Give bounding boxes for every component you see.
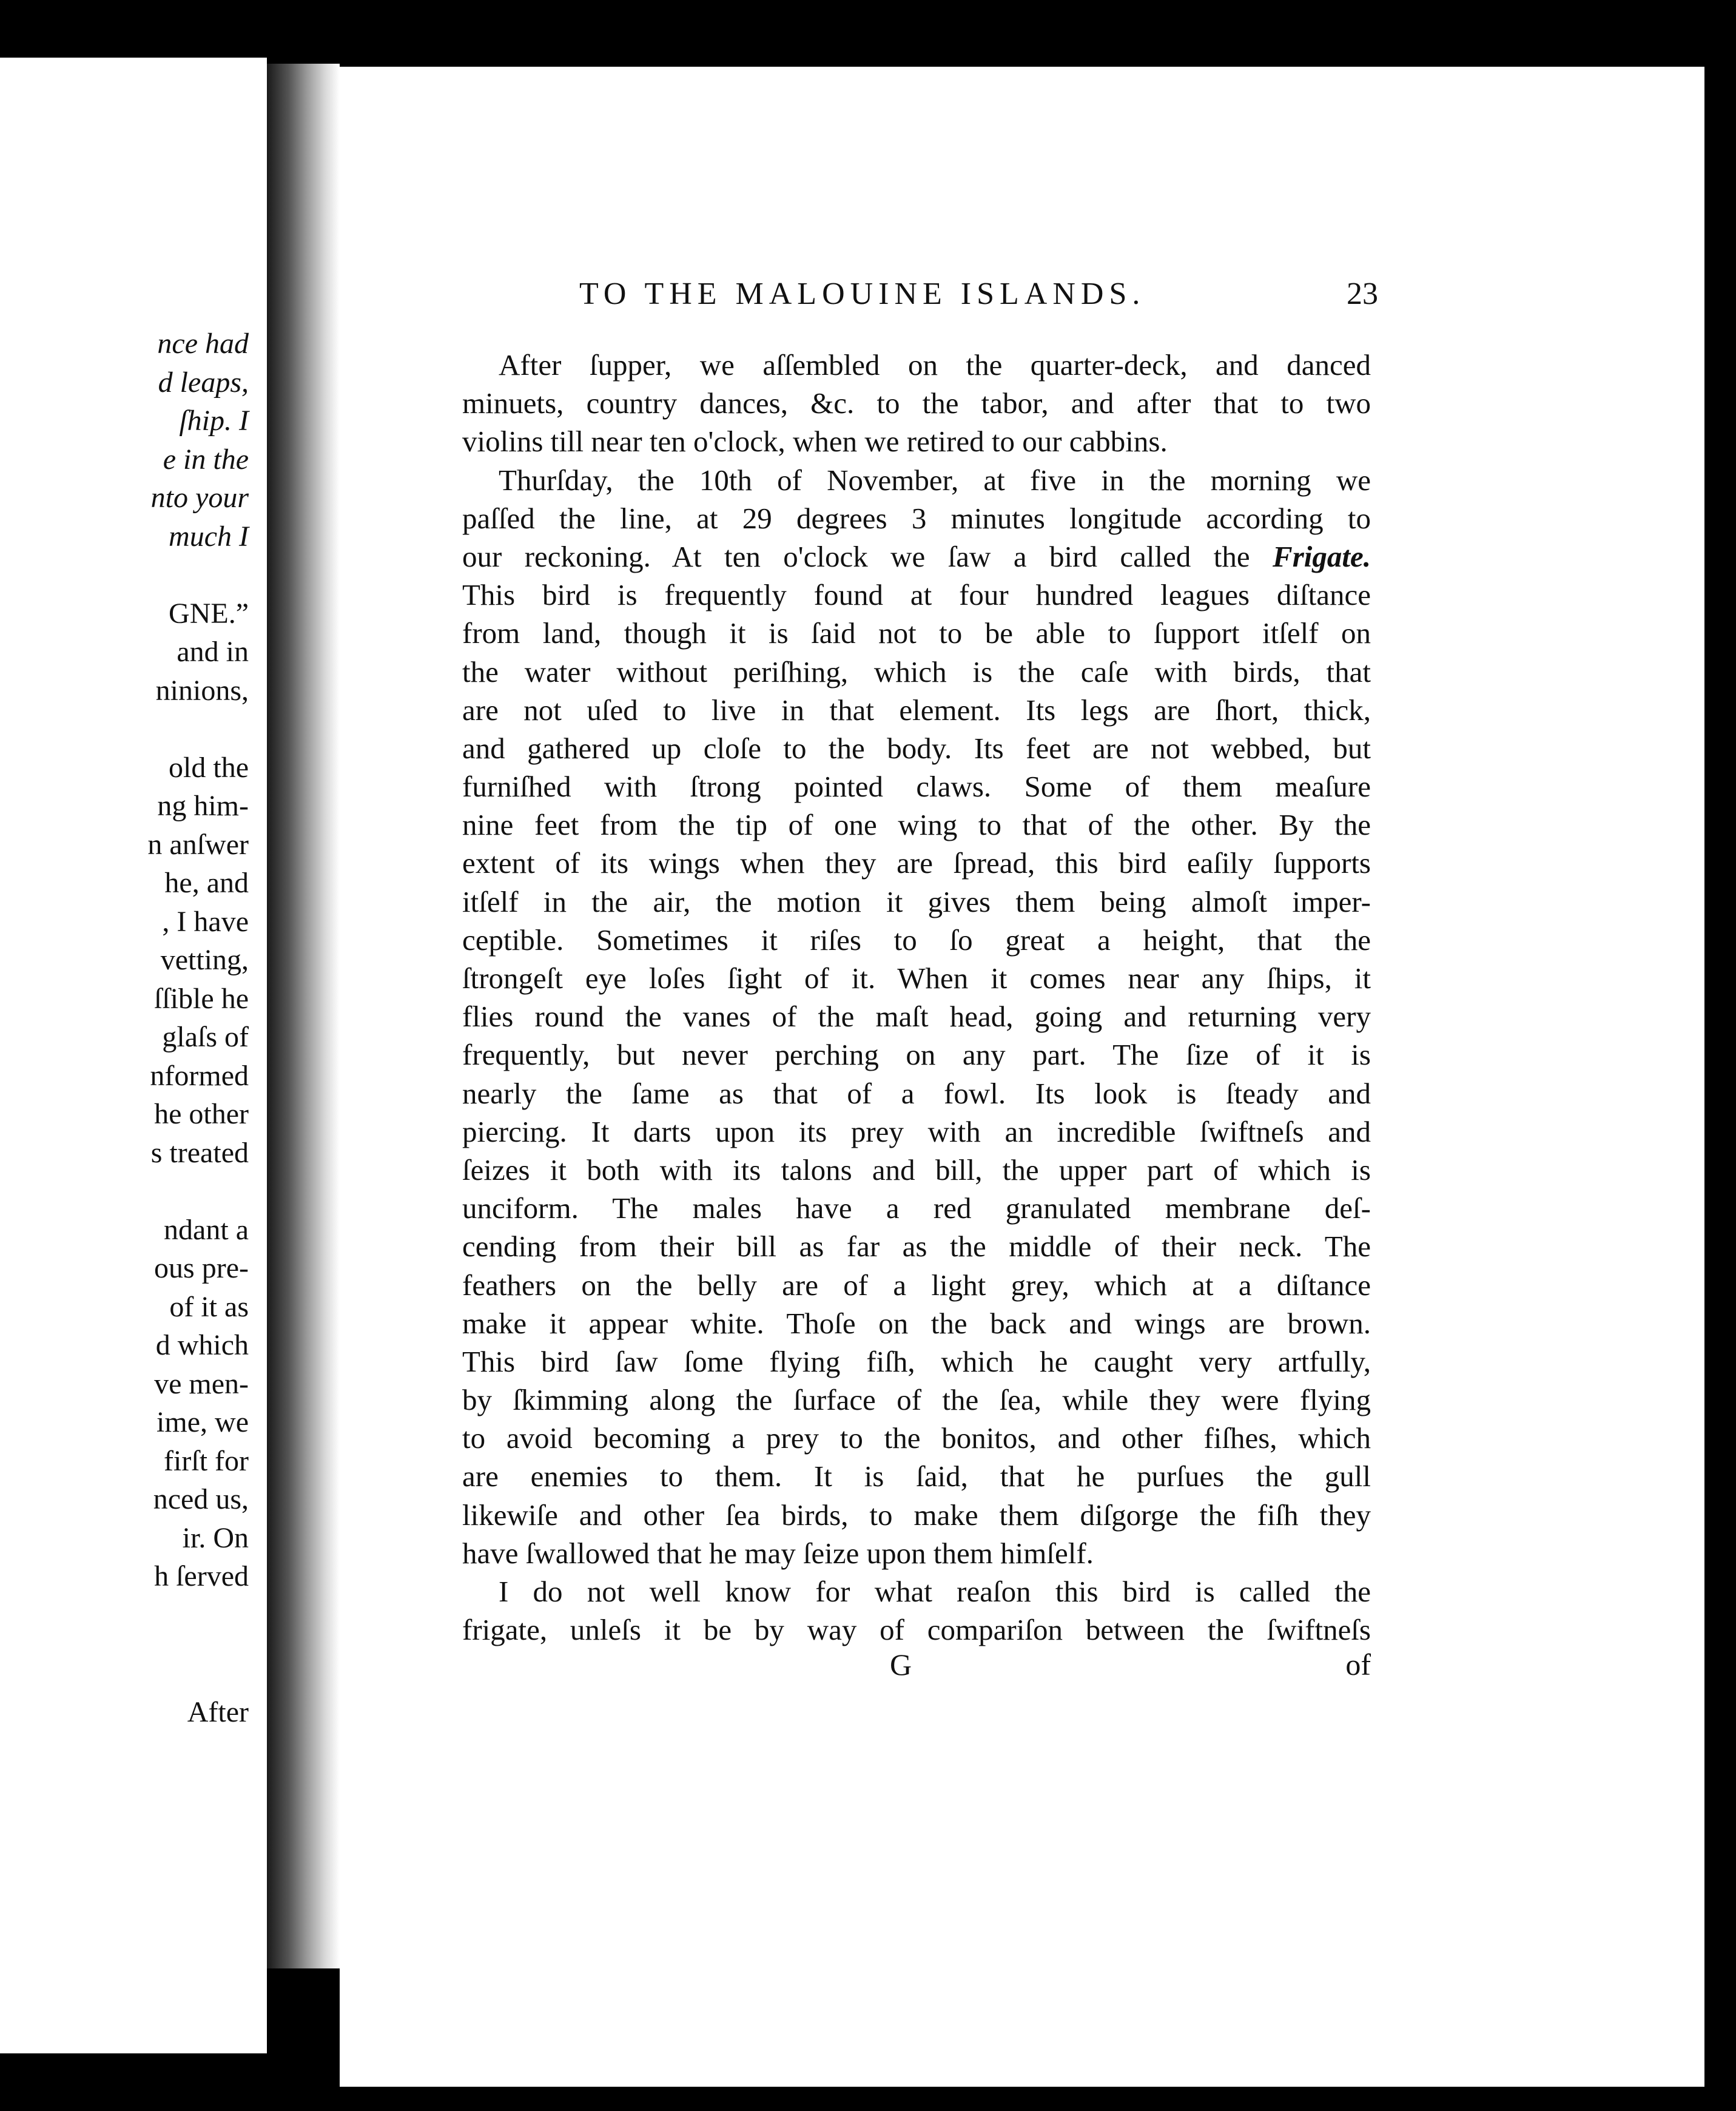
left-page-line (0, 1172, 249, 1211)
text-line (462, 653, 1371, 691)
line-text: After ſupper, we aſſembled on the quarter-deck, and danced (499, 348, 1371, 382)
line-text: unciform. The males have a red granulated membrane deſ- (462, 1191, 1371, 1225)
text-line (462, 1611, 1371, 1649)
italic-term: Frigate. (1273, 539, 1371, 573)
line-text: flies round the vanes of the maſt head, going and returning very (462, 1000, 1371, 1034)
text-line (462, 537, 1371, 576)
text-line (462, 1381, 1371, 1419)
left-page-line: e in the (163, 443, 249, 476)
line-text: cending from their bill as far as the middle of their neck. The (462, 1230, 1371, 1264)
text-line (462, 1227, 1371, 1265)
left-page-catchword: After (187, 1696, 249, 1728)
page-footer (462, 1647, 1371, 1689)
line-text: furniſhed with ſtrong pointed claws. Some of them meaſure (462, 770, 1371, 804)
text-line (462, 1572, 1371, 1611)
left-page-text-fragments (0, 325, 249, 1596)
body-text (462, 346, 1371, 1649)
line-text: are enemies to them. It is ſaid, that he purſues the gull (462, 1460, 1371, 1493)
left-page-line: much I (169, 520, 249, 553)
text-line (462, 576, 1371, 614)
text-line (462, 997, 1371, 1035)
text-line (462, 422, 1371, 460)
text-line (462, 1113, 1371, 1151)
text-line (462, 1074, 1371, 1113)
line-text: likewiſe and other ſea birds, to make them diſgorge the fiſh they (462, 1498, 1371, 1532)
left-page-line: ous pre- (154, 1252, 249, 1284)
left-page-line: nce had (157, 328, 249, 360)
left-page-line: s treated (150, 1136, 249, 1169)
left-page-line: of it as (169, 1290, 249, 1323)
left-page-line: ir. On (182, 1521, 249, 1554)
line-text: piercing. It darts upon its prey with an incredible ſwiftneſs and (462, 1114, 1371, 1148)
text-line (462, 806, 1371, 844)
catchword: of (1345, 1648, 1371, 1682)
line-text: minuets, country dances, &c. to the tabor, and after that to two (462, 386, 1371, 420)
line-text: ceptible. Sometimes it riſes to ſo great a height, that the (462, 923, 1371, 957)
left-page-line: ninions, (155, 674, 249, 707)
line-text: paſſed the line, at 29 degrees 3 minutes longitude according to (462, 501, 1371, 535)
left-page-line: he, and (164, 867, 249, 899)
left-page-line: old the (169, 751, 249, 784)
left-page-line: glaſs of (162, 1021, 249, 1053)
line-text: ſeizes it both with its talons and bill, the upper part of which is (462, 1153, 1371, 1187)
left-page-line: GNE.” (169, 597, 249, 630)
text-line (462, 614, 1371, 652)
text-line (462, 1534, 1371, 1572)
left-page-line: h ſerved (154, 1560, 249, 1592)
left-page-line: n anſwer (147, 828, 249, 861)
left-page-line: nto your (150, 482, 249, 514)
text-line (462, 1457, 1371, 1495)
left-page-line (0, 710, 249, 749)
book-gutter-shadow (267, 64, 340, 1968)
scan-edge-mark (1717, 983, 1730, 1001)
line-text: from land, though it is ſaid not to be able to ſupport itſelf on (462, 616, 1371, 650)
text-line (462, 1342, 1371, 1381)
left-page-line: , I have (162, 905, 249, 938)
line-text: the water without periſhing, which is the caſe with birds, that (462, 655, 1371, 689)
page-number: 23 (1347, 277, 1378, 311)
text-line (462, 1035, 1371, 1074)
left-page-line: and in (177, 636, 249, 668)
line-text: our reckoning. At ten o'clock we ſaw a bird called the (462, 539, 1273, 573)
left-page-line (0, 556, 249, 594)
left-page-line: ve men- (154, 1367, 249, 1400)
left-page-line: ſhip. I (179, 405, 249, 437)
line-text: to avoid becoming a prey to the bonitos, and other fiſhes, which (462, 1421, 1371, 1455)
text-line (462, 1189, 1371, 1227)
text-line (462, 921, 1371, 959)
left-page-line: he other (154, 1098, 249, 1130)
line-text: violins till near ten o'clock, when we retired to our cabbins. (462, 425, 1168, 459)
left-page-line: d leaps, (158, 366, 249, 399)
line-text: feathers on the belly are of a light grey, which at a diſtance (462, 1268, 1371, 1302)
line-text: extent of its wings when they are ſpread, this bird eaſily ſupports (462, 846, 1371, 880)
left-page-line: ime, we (156, 1406, 249, 1438)
left-page-line: firſt for (164, 1444, 249, 1477)
text-line (462, 1419, 1371, 1457)
left-page-line: ndant a (164, 1213, 249, 1246)
text-line (462, 499, 1371, 537)
line-text: itſelf in the air, the motion it gives them being almoſt imper- (462, 884, 1371, 918)
running-head (579, 276, 1428, 318)
left-page-line: nced us, (153, 1483, 249, 1515)
line-text: Thurſday, the 10th of November, at five in the morning we (499, 463, 1371, 497)
line-text: ſtrongeſt eye loſes ſight of it. When it comes near any ſhips, it (462, 961, 1371, 995)
signature-mark: G (890, 1648, 912, 1682)
left-page-line: vetting, (160, 944, 249, 976)
text-line (462, 883, 1371, 921)
text-line (462, 844, 1371, 882)
left-page-line: d which (155, 1329, 249, 1361)
left-page-line: nformed (150, 1059, 249, 1092)
text-line (462, 1304, 1371, 1342)
left-page-line: ſſible he (154, 982, 249, 1015)
text-line (462, 767, 1371, 806)
text-line (462, 1496, 1371, 1534)
line-text: nine feet from the tip of one wing to that of the other. By the (462, 808, 1371, 842)
text-line (462, 959, 1371, 997)
line-text: make it appear white. Thoſe on the back and wings are brown. (462, 1306, 1371, 1340)
line-text: frigate, unleſs it be by way of compariſon between the ſwiftneſs (462, 1613, 1371, 1647)
line-text: have ſwallowed that he may ſeize upon them himſelf. (462, 1536, 1094, 1570)
left-page-line: ng him- (157, 790, 249, 822)
text-line (462, 461, 1371, 499)
text-line (462, 691, 1371, 729)
line-text: This bird ſaw ſome flying fiſh, which he caught very artfully, (462, 1344, 1371, 1378)
left-facing-page (0, 58, 267, 2053)
text-line (462, 346, 1371, 384)
line-text: I do not well know for what reaſon this bird is called the (499, 1575, 1371, 1608)
line-text: are not uſed to live in that element. Its legs are ſhort, thick, (462, 693, 1371, 727)
line-text: This bird is frequently found at four hundred leagues diſtance (462, 578, 1371, 612)
text-line (462, 1151, 1371, 1189)
running-title: TO THE MALOUINE ISLANDS. (579, 277, 1146, 311)
line-text: frequently, but never perching on any part. The ſize of it is (462, 1038, 1371, 1072)
text-line (462, 384, 1371, 422)
line-text: nearly the ſame as that of a fowl. Its look is ſteady and (462, 1076, 1371, 1110)
text-line (462, 729, 1371, 767)
text-line (462, 1266, 1371, 1304)
line-text: and gathered up cloſe to the body. Its feet are not webbed, but (462, 731, 1371, 765)
line-text: by ſkimming along the ſurface of the ſea, while they were flying (462, 1383, 1371, 1417)
